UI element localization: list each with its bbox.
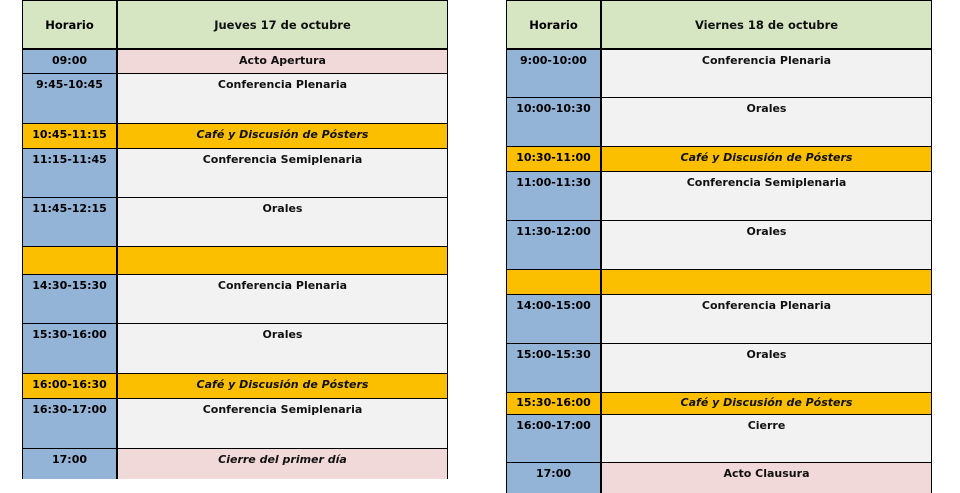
table-header [23,0,447,50]
table-row [23,449,447,479]
table-row [507,221,931,270]
table-row [507,344,931,393]
row-event: Conferencia Plenaria [602,50,931,97]
header-day: Viernes 18 de octubre [602,1,931,48]
row-event: Café y Discusión de Pósters [118,124,447,148]
row-time: 17:00 [507,463,602,493]
row-time [23,247,118,274]
row-time: 10:30-11:00 [507,147,602,171]
row-time: 16:00-17:00 [507,415,602,462]
row-time: 16:30-17:00 [23,399,118,448]
table-row [23,399,447,449]
row-event: Acto Apertura [118,50,447,73]
row-event: Orales [602,221,931,269]
row-event: Conferencia Plenaria [118,275,447,323]
row-time: 15:30-16:00 [23,324,118,373]
row-time: 9:00-10:00 [507,50,602,97]
row-event: Café y Discusión de Pósters [118,374,447,398]
lunch-break-row [507,270,931,295]
row-event: Conferencia Plenaria [118,74,447,123]
header-time: Horario [23,1,118,48]
table-header [507,0,931,50]
row-time: 15:30-16:00 [507,393,602,414]
row-event [118,247,447,274]
header-time: Horario [507,1,602,48]
row-event: Café y Discusión de Pósters [602,393,931,414]
row-event: Conferencia Plenaria [602,295,931,343]
row-event: Orales [118,198,447,246]
table-row [23,74,447,124]
row-event: Conferencia Semiplenaria [602,172,931,220]
header-day: Jueves 17 de octubre [118,1,447,48]
table-row [23,374,447,399]
table-row [507,393,931,415]
row-time: 15:00-15:30 [507,344,602,392]
table-row [23,198,447,247]
table-row [23,324,447,374]
row-event: Café y Discusión de Pósters [602,147,931,171]
row-time: 17:00 [23,449,118,479]
row-time: 10:00-10:30 [507,98,602,146]
row-event: Orales [602,98,931,146]
table-row [507,463,931,493]
row-time [507,270,602,294]
table-row [23,149,447,198]
row-time: 11:30-12:00 [507,221,602,269]
row-time: 9:45-10:45 [23,74,118,123]
schedule-table-day2 [506,0,932,493]
row-time: 14:30-15:30 [23,275,118,323]
table-row [23,124,447,149]
table-row [507,295,931,344]
table-row [507,172,931,221]
row-event: Cierre [602,415,931,462]
table-row [507,415,931,463]
row-event: Orales [602,344,931,392]
table-row [507,98,931,147]
row-event [602,270,931,294]
row-time: 11:45-12:15 [23,198,118,246]
row-time: 11:00-11:30 [507,172,602,220]
row-time: 11:15-11:45 [23,149,118,197]
row-event: Conferencia Semiplenaria [118,399,447,448]
row-event: Acto Clausura [602,463,931,493]
schedule-table-day1 [22,0,448,479]
row-event: Conferencia Semiplenaria [118,149,447,197]
table-row [23,50,447,74]
table-row [507,147,931,172]
row-time: 09:00 [23,50,118,73]
row-time: 10:45-11:15 [23,124,118,148]
row-event: Cierre del primer día [118,449,447,479]
row-event: Orales [118,324,447,373]
row-time: 16:00-16:30 [23,374,118,398]
table-row [507,50,931,98]
lunch-break-row [23,247,447,275]
row-time: 14:00-15:00 [507,295,602,343]
table-row [23,275,447,324]
